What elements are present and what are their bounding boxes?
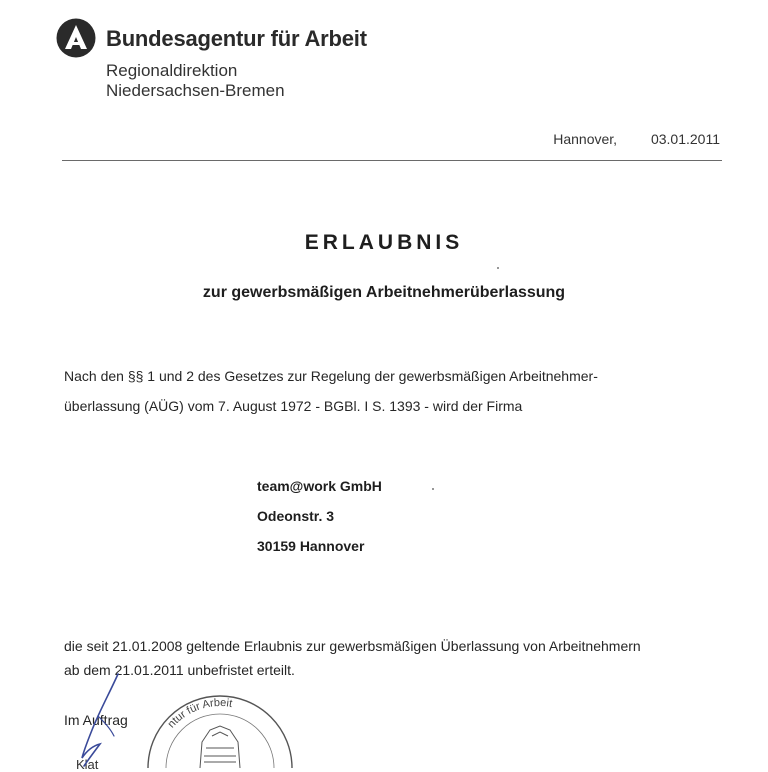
place: Hannover,: [553, 131, 618, 147]
date: 03.01.2011: [650, 131, 720, 147]
document-title: ERLAUBNIS: [304, 231, 464, 254]
ba-logo-icon: [56, 18, 96, 58]
recipient-street: Odeonstr. 3: [257, 508, 335, 524]
department-line-1: Regionaldirektion: [106, 61, 238, 80]
recipient-city: 30159 Hannover: [257, 538, 365, 554]
scan-speck: [432, 488, 434, 490]
document-subtitle: zur gewerbsmäßigen Arbeitnehmerüberlassung: [202, 284, 566, 301]
body-line-4: ab dem 21.01.2011 unbefristet erteilt.: [64, 662, 295, 678]
place-date: [553, 131, 720, 147]
eagle-emblem: [200, 726, 240, 768]
signer-name: Klat: [76, 757, 99, 772]
header-divider: [62, 160, 722, 161]
official-seal-icon: [140, 690, 300, 768]
body-line-1: Nach den §§ 1 und 2 des Gesetzes zur Regelung der gewerbsmäßigen Arbeitnehmer-: [64, 368, 598, 384]
handwritten-signature: [70, 672, 130, 768]
im-auftrag-label: Im Auftrag: [64, 712, 128, 728]
seal-text: ntur für Arbeit: [165, 696, 234, 731]
body-line-2: überlassung (AÜG) vom 7. August 1972 - BGBl. I S. 1393 - wird der Firma: [64, 398, 523, 414]
scan-speck: [497, 267, 499, 269]
org-name: Bundesagentur für Arbeit: [106, 26, 367, 51]
department-line-2: Niedersachsen-Bremen: [106, 81, 285, 100]
body-line-3: die seit 21.01.2008 geltende Erlaubnis zur gewerbsmäßigen Überlassung von Arbeitnehmern: [64, 638, 641, 654]
recipient-company: team@work GmbH: [257, 478, 382, 494]
